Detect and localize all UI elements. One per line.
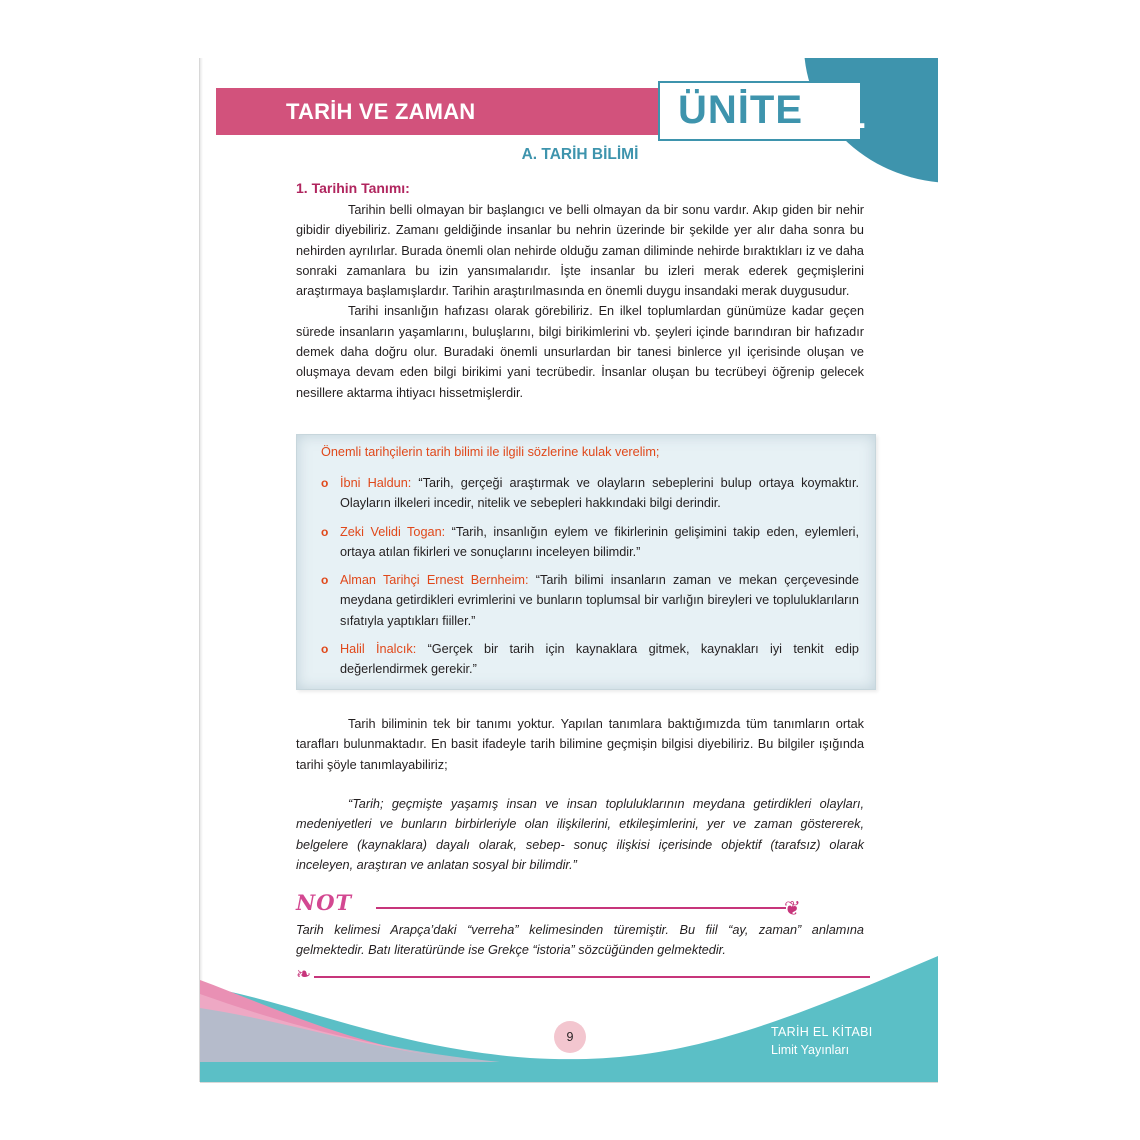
section-title: A. TARİH BİLİMİ — [521, 146, 639, 163]
footer-wave-decoration — [200, 936, 938, 1082]
quote-item — [321, 522, 859, 563]
paragraph: Tarihin belli olmayan bir başlangıcı ve belli olmayan da bir sonu vardır. Akıp giden bir nehir gibidir diyebiliriz. Zamanı geldiğinde insanlar bu nehrin üzerinde bir şekilde yer alır daha sonra bu nehirden ayrılırlar. Burada önemli olan nehirde olduğu zaman diliminde nehirde bıraktıkları iz ve daha sonraki zamanlara bu izin yansımalarıdır. İşte insanlar bu izleri merak ederek geçmişlerini araştırmaya başlamışlardır. Tarihin araştırılmasında en önemli duygu insandaki merak duygusudur. — [296, 203, 864, 299]
note-label: NOT — [296, 890, 353, 915]
quote-text: “Gerçek bir tarih için kaynaklara gitmek, kaynakları iyi tenkit edip değerlendirmek gerekir.” — [340, 642, 859, 677]
note-divider — [376, 907, 786, 909]
quote-item — [321, 570, 859, 631]
definition-quote — [296, 794, 864, 875]
historian-name: Halil İnalcık: — [340, 642, 417, 656]
definition-paragraph — [296, 714, 864, 775]
quote-text: “Tarih bilimi insanların zaman ve mekan çerçevesinde meydana getirdikleri evrimlerini ve bunların toplumsal bir varlığın bireyleri ve topluluklarıların sıfatıyla yaptıkları fiiller.” — [340, 573, 859, 628]
quote-text: “Tarih, gerçeği araştırmak ve olayların sebeplerini bulup ortaya koymaktır. Olayların ilkeleri incedir, nitelik ve sebepleri hakkındaki bilgi derindir. — [340, 476, 859, 511]
quotes-intro: Önemli tarihçilerin tarih bilimi ile ilgili sözlerine kulak verelim; — [321, 445, 660, 459]
quote-item — [321, 473, 859, 514]
book-page — [200, 58, 938, 1082]
publisher-name: Limit Yayınları — [771, 1043, 850, 1057]
chapter-title-bar — [216, 88, 659, 135]
ornament-icon: ❦ — [784, 898, 801, 920]
quote-text: “Tarih, insanlığın eylem ve fikirlerinin gelişimini takip eden, eylemleri, ortaya atılan fikirleri ve sonuçlarını inceleyen bilimdir.” — [340, 525, 859, 560]
unit-number: 1 — [840, 86, 866, 138]
bullet-icon: o — [321, 525, 329, 539]
bullet-icon: o — [321, 476, 329, 490]
book-title: TARİH EL KİTABI — [771, 1025, 873, 1039]
historian-name: Alman Tarihçi Ernest Bernheim: — [340, 573, 529, 587]
chapter-title: TARİH VE ZAMAN — [286, 99, 476, 124]
quote-item — [321, 639, 859, 680]
paragraph: Tarih biliminin tek bir tanımı yoktur. Yapılan tanımlara baktığımızda tüm tanımların ortak tarafları bulunmaktadır. En basit ifadeyle tarih bilimine geçmişin bilgisi diyebiliriz. Bu bilgiler ışığında tarihi şöyle tanımlayabiliriz; — [296, 717, 864, 772]
intro-paragraphs — [296, 200, 864, 403]
bullet-icon: o — [321, 573, 329, 587]
historian-quotes-box — [296, 434, 876, 690]
page-spine — [200, 58, 203, 1082]
paragraph: “Tarih; geçmişte yaşamış insan ve insan topluluklarının meydana getirdikleri olayları, medeniyetleri ve bunların birbirleriyle olan ilişkilerini, etkileşimlerini, yer ve zaman göstererek, belgelere (kaynaklara) dayalı olarak, sebep- sonuç ilişkisi içerisinde objektif (tarafsız) olarak inceleyen, araştıran ve anlatan sosyal bir bilimdir.” — [296, 797, 864, 872]
subsection-heading: 1. Tarihin Tanımı: — [296, 180, 410, 196]
historian-name: İbni Haldun: — [340, 476, 412, 490]
bullet-icon: o — [321, 642, 329, 656]
unit-label: ÜNİTE — [678, 88, 803, 132]
paragraph: Tarihi insanlığın hafızası olarak görebiliriz. En ilkel toplumlardan günümüze kadar geçen sürede insanların yaşamlarını, buluşlarını, bilgi birikimlerini vb. şeyleri içinde barındıran bir hafızadır demek daha doğru olur. Buradaki önemli unsurlardan bir tanesi binlerce yıl içerisinde oluşan ve oluşmaya devam eden bilgi birikimi yani tecrübedir. İnsanlar oluşan bu tecrübeyi öğrenip gelecek nesillere aktarma ihtiyacı hissetmişlerdir. — [296, 304, 864, 400]
ornament-icon: ❧ — [296, 964, 312, 984]
page-number: 9 — [554, 1021, 586, 1053]
note-text: Tarih kelimesi Arapça’daki “verreha” kelimesinden türemiştir. Bu fiil “ay, zaman” anlamına gelmektedir. Batı literatüründe ise Grekçe “istoria” sözcüğünden gelmektedir. — [296, 923, 864, 958]
historian-name: Zeki Velidi Togan: — [340, 525, 446, 539]
